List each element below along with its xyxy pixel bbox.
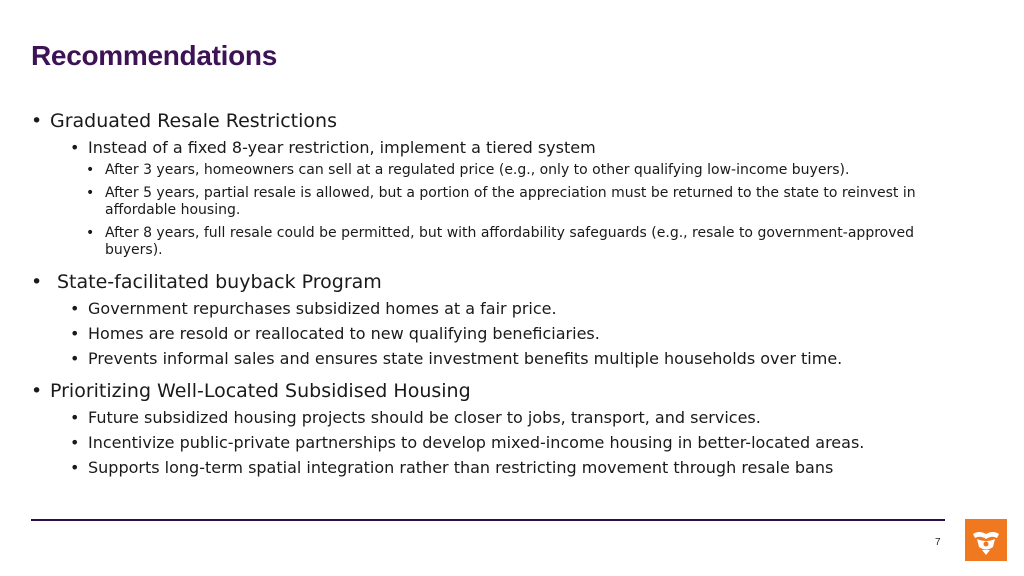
bullet-text: Incentivize public-private partnerships to develop mixed-income housing in better-located areas. <box>88 433 865 452</box>
bullet-text: After 8 years, full resale could be permitted, but with affordability safeguards (e.g., resale to government-approved buyers). <box>105 225 914 258</box>
sub-bullet-tiered-system <box>70 138 950 158</box>
bullet-dot: • <box>70 408 80 427</box>
bullet-dot: • <box>31 110 43 132</box>
sub-sub-bullet-8-years <box>86 225 956 259</box>
sub-bullet-prevents-informal-sales <box>70 349 950 369</box>
bullet-dot: • <box>86 185 95 201</box>
bullet-dot: • <box>31 380 43 402</box>
bullet-graduated-resale <box>31 109 951 133</box>
footer-divider <box>31 519 945 521</box>
bullet-text: State-facilitated buyback Program <box>57 271 382 293</box>
sub-sub-bullet-5-years <box>86 185 956 219</box>
bullet-text: Prioritizing Well-Located Subsidised Housing <box>50 380 471 402</box>
sub-bullet-spatial-integration <box>70 458 950 478</box>
sub-bullet-repurchase <box>70 299 950 319</box>
sub-bullet-resold <box>70 324 950 344</box>
bullet-text: Homes are resold or reallocated to new qualifying beneficiaries. <box>88 324 600 343</box>
sub-sub-bullet-3-years <box>86 162 956 179</box>
bullet-text: Supports long-term spatial integration rather than restricting movement through resale bans <box>88 458 834 477</box>
slide-title: Recommendations <box>31 40 277 71</box>
bullet-dot: • <box>70 458 80 477</box>
page-number: 7 <box>935 537 941 548</box>
sub-bullet-ppp <box>70 433 950 453</box>
bullet-dot: • <box>70 299 80 318</box>
bullet-dot: • <box>86 225 95 241</box>
bullet-dot: • <box>70 324 80 343</box>
bullet-dot: • <box>70 433 80 452</box>
bullet-text: Future subsidized housing projects should be closer to jobs, transport, and services. <box>88 408 761 427</box>
university-logo <box>965 519 1007 561</box>
bullet-dot: • <box>86 162 95 178</box>
bullet-text: After 3 years, homeowners can sell at a regulated price (e.g., only to other qualifying low-income buyers). <box>105 162 850 178</box>
bullet-well-located-housing <box>31 379 951 403</box>
bullet-buyback-program <box>31 270 951 294</box>
bullet-dot: • <box>70 349 80 368</box>
bullet-dot: • <box>31 271 43 293</box>
bullet-text: After 5 years, partial resale is allowed, but a portion of the appreciation must be returned to the state to reinvest in affordable housing. <box>105 185 916 218</box>
bullet-text: Graduated Resale Restrictions <box>50 110 337 132</box>
crest-icon <box>965 519 1007 561</box>
bullet-text: Prevents informal sales and ensures state investment benefits multiple households over time. <box>88 349 843 368</box>
bullet-text: Government repurchases subsidized homes at a fair price. <box>88 299 557 318</box>
sub-bullet-future-projects <box>70 408 950 428</box>
bullet-text: Instead of a fixed 8-year restriction, implement a tiered system <box>88 138 596 157</box>
bullet-dot: • <box>70 138 80 157</box>
